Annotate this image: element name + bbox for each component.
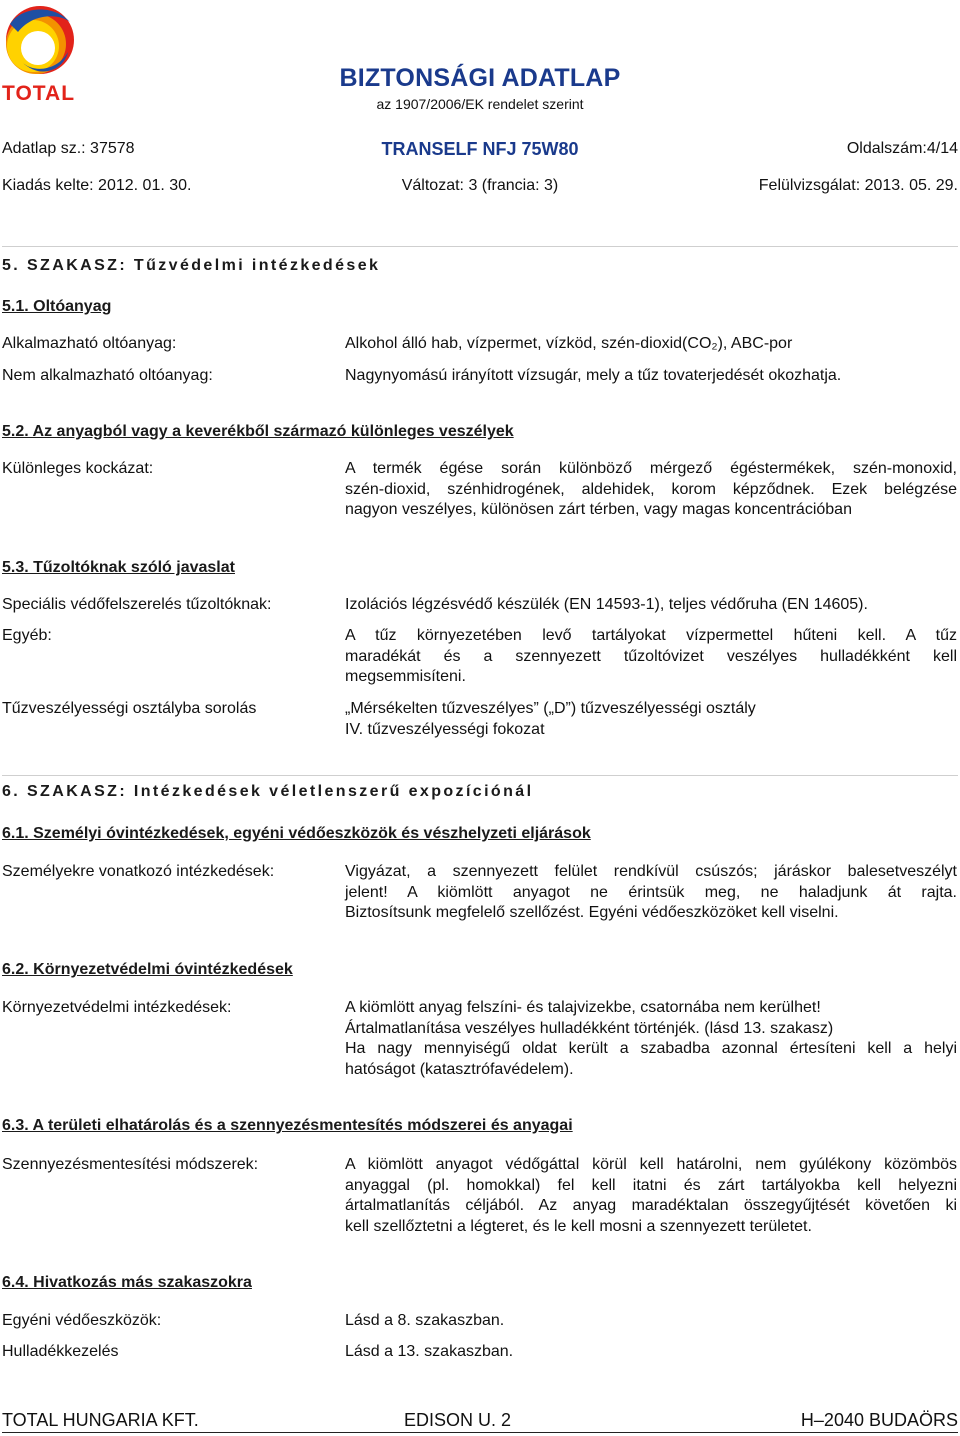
fire-class-value xyxy=(345,699,957,740)
special-hazard-value xyxy=(345,459,957,521)
document-title: BIZTONSÁGI ADATLAP xyxy=(339,64,621,92)
other-value xyxy=(345,626,957,688)
firefighter-equipment-value: Izolációs légzésvédő készülék (EN 14593-1), teljes védőruha (EN 14605). xyxy=(345,596,868,613)
document-subtitle: az 1907/2006/EK rendelet szerint xyxy=(376,96,584,112)
subsection-6-4-title: 6.4. Hivatkozás más szakaszokra xyxy=(2,1274,252,1291)
environmental-measures-line: hatóságot (katasztrófavédelem). xyxy=(345,1060,574,1078)
special-hazard-line: A termék égése során különböző mérgező égéstermékek, szén-monoxid, xyxy=(345,460,957,477)
environmental-measures-value xyxy=(345,998,957,1080)
special-hazard-line: nagyon veszélyes, különösen zárt térben, vagy magas koncentrációban xyxy=(345,501,852,518)
environmental-measures-line: A kiömlött anyag felszíni- és talajvizekbe, csatornába nem kerülhet! xyxy=(345,999,821,1016)
unsuitable-extinguisher-label: Nem alkalmazható oltóanyag: xyxy=(2,367,213,384)
waste-reference-label: Hulladékkezelés xyxy=(2,1343,119,1360)
personal-measures-value xyxy=(345,862,957,924)
total-logo-text: TOTAL xyxy=(2,82,76,105)
personal-measures-line: Biztosítsunk megfelelő szellőzést. Egyéni védőeszközöket kell viselni. xyxy=(345,904,839,921)
footer-company: TOTAL HUNGARIA KFT. xyxy=(2,1410,199,1430)
suitable-extinguisher-value: Alkohol álló hab, vízpermet, vízköd, szén-dioxid(CO₂), ABC-por xyxy=(345,335,793,352)
environmental-measures-label: Környezetvédelmi intézkedések: xyxy=(2,999,232,1016)
subsection-6-1-title: 6.1. Személyi óvintézkedések, egyéni védőeszközök és vészhelyzeti eljárások xyxy=(2,825,591,842)
section-6-title: 6. SZAKASZ: Intézkedések véletlenszerű expozíciónál xyxy=(2,783,534,800)
personal-measures-line: jelent! A kiömlött anyagot ne érintsük meg, ne haladjunk át rajta. xyxy=(345,883,957,901)
firefighter-equipment-label: Speciális védőfelszerelés tűzoltóknak: xyxy=(2,596,272,613)
sheet-number: Adatlap sz.: 37578 xyxy=(2,140,135,157)
personal-measures-line: Vigyázat, a szennyezett felület rendkívül csúszós; járáskor balesetveszélyt xyxy=(345,863,957,880)
subsection-6-3-title: 6.3. A területi elhatárolás és a szennyezésmentesítés módszerei és anyagai xyxy=(2,1117,573,1134)
subsection-5-1-title: 5.1. Oltóanyag xyxy=(2,298,112,315)
version: Változat: 3 (francia: 3) xyxy=(401,177,559,194)
other-line: megsemmisíteni. xyxy=(345,668,466,685)
issue-date: Kiadás kelte: 2012. 01. 30. xyxy=(2,177,192,194)
subsection-5-3-title: 5.3. Tűzoltóknak szóló javaslat xyxy=(2,559,235,576)
other-line: maradékát és a szennyezett tűzoltóvizet veszélyes hulladékként kell xyxy=(345,647,957,665)
suitable-extinguisher-label: Alkalmazható oltóanyag: xyxy=(2,335,177,352)
environmental-measures-line: Ártalmatlanítása veszélyes hulladékként történjék. (lásd 13. szakasz) xyxy=(345,1019,834,1037)
section-divider xyxy=(2,775,958,776)
cleanup-methods-line: kell szellőztetni a légteret, és le kell mosni a szennyezett területet. xyxy=(345,1217,812,1235)
section-divider xyxy=(2,246,958,247)
footer-rule xyxy=(2,1432,958,1433)
special-hazard-line: szén-dioxid, szénhidrogének, aldehidek, korom képződnek. Ezek belégzése xyxy=(345,480,957,498)
header-row-1 xyxy=(2,140,958,162)
footer-city: H–2040 BUDAÖRS xyxy=(800,1410,958,1430)
fire-class-line: IV. tűzveszélyességi fokozat xyxy=(345,720,545,738)
personal-measures-label: Személyekre vonatkozó intézkedések: xyxy=(2,863,275,880)
fire-class-line: „Mérsékelten tűzveszélyes” („D”) tűzveszélyességi osztály xyxy=(345,700,756,717)
subsection-5-2-title: 5.2. Az anyagból vagy a keverékből származó különleges veszélyek xyxy=(2,423,514,440)
ppe-reference-value: Lásd a 8. szakaszban. xyxy=(345,1312,505,1329)
special-hazard-label: Különleges kockázat: xyxy=(2,460,154,477)
cleanup-methods-line: ártalmatlanítás céljából. Az anyag maradéktalan összegyűjtését követően ki xyxy=(345,1197,957,1214)
header-row-2 xyxy=(2,177,958,199)
other-line: A tűz környezetében levő tartályokat vízpermettel hűteni kell. A tűz xyxy=(345,627,957,644)
cleanup-methods-line: anyaggal (pl. homokkal) fel kell itatni és zárt tartályokba kell helyezni xyxy=(345,1176,957,1194)
cleanup-methods-label: Szennyezésmentesítési módszerek: xyxy=(2,1156,259,1173)
fire-class-label: Tűzveszélyességi osztályba sorolás xyxy=(2,700,257,717)
revision-date: Felülvizsgálat: 2013. 05. 29. xyxy=(758,177,958,194)
page-footer xyxy=(2,1410,958,1432)
page-number: Oldalszám:4/14 xyxy=(846,140,958,157)
total-logo xyxy=(0,0,82,106)
subsection-6-2-title: 6.2. Környezetvédelmi óvintézkedések xyxy=(2,961,293,978)
waste-reference-value: Lásd a 13. szakaszban. xyxy=(345,1343,514,1360)
cleanup-methods-line: A kiömlött anyagot védőgáttal körül kell határolni, nem gyúlékony közömbös xyxy=(345,1156,957,1173)
section-5-title: 5. SZAKASZ: Tűzvédelmi intézkedések xyxy=(2,257,381,274)
ppe-reference-label: Egyéni védőeszközök: xyxy=(2,1312,162,1329)
cleanup-methods-value xyxy=(345,1155,957,1237)
footer-street: EDISON U. 2 xyxy=(404,1410,512,1430)
unsuitable-extinguisher-value: Nagynyomású irányított vízsugár, mely a tűz tovaterjedését okozhatja. xyxy=(345,367,842,384)
environmental-measures-line: Ha nagy mennyiségű oldat került a szabadba azonnal értesíteni kell a helyi xyxy=(345,1040,957,1057)
product-name: TRANSELF NFJ 75W80 xyxy=(381,139,579,159)
other-label: Egyéb: xyxy=(2,627,52,644)
